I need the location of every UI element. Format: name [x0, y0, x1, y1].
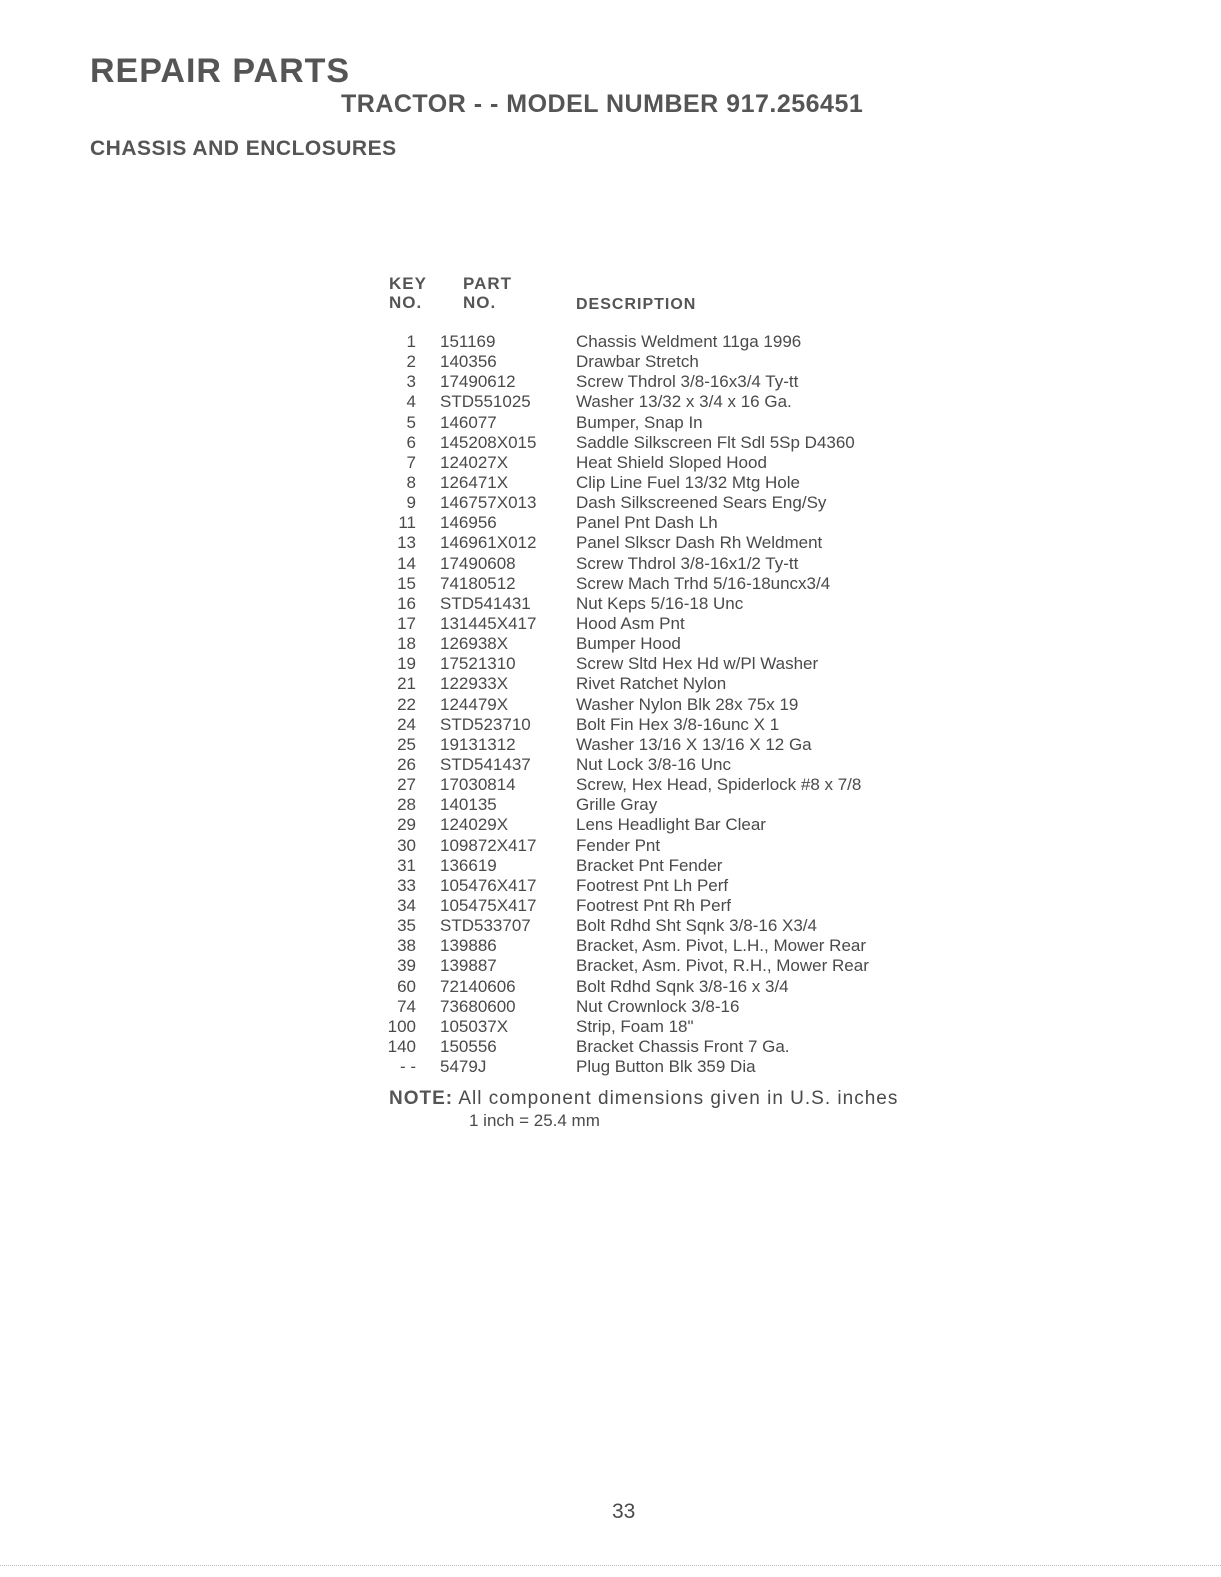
- row-key: 15: [397, 573, 416, 593]
- row-desc: Saddle Silkscreen Flt Sdl 5Sp D4360: [576, 432, 855, 452]
- model-title: TRACTOR - - MODEL NUMBER 917.256451: [341, 90, 864, 118]
- row-key: 7: [406, 452, 416, 472]
- row-part: 105475X417: [440, 895, 537, 915]
- table-row: [380, 594, 1000, 614]
- row-part: STD541431: [440, 593, 531, 613]
- row-desc: Footrest Pnt Rh Perf: [576, 895, 731, 915]
- row-part: 17490612: [440, 372, 516, 392]
- table-row: [380, 493, 1000, 513]
- row-part: 124479X: [440, 694, 509, 714]
- row-part: 146757X013: [440, 493, 537, 513]
- row-key: 19: [397, 654, 416, 674]
- note: [389, 1088, 898, 1110]
- table-row: [380, 433, 1000, 453]
- row-part: 150556: [440, 1036, 497, 1056]
- row-key: 33: [397, 875, 416, 895]
- table-row: [380, 795, 1000, 815]
- row-key: 22: [397, 694, 416, 714]
- note-conversion: 1 inch = 25.4 mm: [469, 1111, 600, 1130]
- section-title: CHASSIS AND ENCLOSURES: [90, 137, 397, 160]
- table-row: [380, 956, 1000, 976]
- parts-list: [380, 332, 1000, 1077]
- table-row: [380, 352, 1000, 372]
- row-part: 126938X: [440, 634, 509, 654]
- table-row: [380, 997, 1000, 1017]
- row-desc: Bracket Pnt Fender: [576, 855, 723, 875]
- table-row: [380, 936, 1000, 956]
- row-desc: Panel Pnt Dash Lh: [576, 513, 718, 533]
- part-header-line1: PART: [463, 274, 513, 293]
- table-row: [380, 332, 1000, 352]
- row-key: 8: [406, 472, 416, 492]
- row-part: 139886: [440, 936, 497, 956]
- row-part: 139887: [440, 956, 497, 976]
- table-row: [380, 392, 1000, 412]
- table-row: [380, 715, 1000, 735]
- table-row: [380, 775, 1000, 795]
- row-part: 140135: [440, 795, 497, 815]
- table-row: [380, 977, 1000, 997]
- table-row: [380, 654, 1000, 674]
- table-row: [380, 695, 1000, 715]
- row-key: 6: [406, 432, 416, 452]
- table-row: [380, 614, 1000, 634]
- table-row: [380, 735, 1000, 755]
- row-key: 14: [397, 553, 416, 573]
- part-header-line2: NO.: [463, 293, 497, 312]
- row-desc: Plug Button Blk 359 Dia: [576, 1057, 756, 1077]
- table-row: [380, 836, 1000, 856]
- table-row: [380, 634, 1000, 654]
- row-key: 30: [397, 835, 416, 855]
- row-key: 29: [397, 815, 416, 835]
- row-part: 72140606: [440, 976, 516, 996]
- row-key: 13: [397, 533, 416, 553]
- row-part: 17490608: [440, 553, 516, 573]
- row-desc: Screw, Hex Head, Spiderlock #8 x 7/8: [576, 775, 862, 795]
- row-key: - -: [399, 1057, 416, 1077]
- row-part: 124027X: [440, 452, 509, 472]
- row-key: 17: [397, 613, 416, 633]
- table-row: [380, 513, 1000, 533]
- page-title: REPAIR PARTS: [90, 52, 351, 90]
- row-part: 122933X: [440, 674, 509, 694]
- row-key: 26: [397, 754, 416, 774]
- row-key: 3: [406, 372, 416, 392]
- row-key: 38: [397, 936, 416, 956]
- description-header: DESCRIPTION: [576, 296, 697, 313]
- row-part: 124029X: [440, 815, 509, 835]
- row-desc: Bracket, Asm. Pivot, R.H., Mower Rear: [576, 956, 869, 976]
- row-desc: Nut Lock 3/8-16 Unc: [576, 754, 731, 774]
- row-key: 11: [398, 513, 416, 533]
- row-key: 34: [397, 895, 416, 915]
- row-desc: Bumper Hood: [576, 634, 681, 654]
- row-desc: Nut Keps 5/16-18 Unc: [576, 593, 744, 613]
- row-part: 105476X417: [440, 875, 537, 895]
- row-part: STD523710: [440, 714, 531, 734]
- row-desc: Heat Shield Sloped Hood: [576, 452, 767, 472]
- row-part: 146956: [440, 513, 497, 533]
- row-desc: Bracket, Asm. Pivot, L.H., Mower Rear: [576, 936, 867, 956]
- row-part: STD533707: [440, 916, 531, 936]
- row-key: 18: [397, 634, 416, 654]
- row-part: 146961X012: [440, 533, 537, 553]
- row-part: 5479J: [440, 1057, 487, 1077]
- key-header-line1: KEY: [389, 274, 427, 293]
- row-desc: Nut Crownlock 3/8-16: [576, 996, 740, 1016]
- table-row: [380, 574, 1000, 594]
- row-part: 151169: [440, 332, 496, 351]
- row-key: 60: [397, 976, 416, 996]
- row-key: 9: [406, 493, 416, 513]
- table-row: [380, 1037, 1000, 1057]
- row-desc: Washer Nylon Blk 28x 75x 19: [576, 694, 799, 714]
- row-desc: Screw Mach Trhd 5/16-18uncx3/4: [576, 573, 831, 593]
- row-part: 131445X417: [440, 613, 537, 633]
- row-part: 146077: [440, 412, 497, 432]
- row-key: 27: [397, 775, 416, 795]
- row-key: 140: [387, 1036, 416, 1056]
- table-row: [380, 876, 1000, 896]
- row-desc: Screw Sltd Hex Hd w/Pl Washer: [576, 654, 819, 674]
- row-part: 19131312: [440, 734, 516, 754]
- row-desc: Screw Thdrol 3/8-16x3/4 Ty-tt: [576, 372, 799, 392]
- row-key: 4: [406, 392, 416, 412]
- table-row: [380, 453, 1000, 473]
- note-text: All component dimensions given in U.S. inches: [458, 1088, 899, 1109]
- row-desc: Bolt Rdhd Sht Sqnk 3/8-16 X3/4: [576, 916, 817, 936]
- page-number: 33: [612, 1500, 636, 1523]
- row-key: 2: [406, 352, 416, 372]
- row-part: 105037X: [440, 1016, 509, 1036]
- row-part: 126471X: [440, 472, 509, 492]
- row-desc: Strip, Foam 18": [576, 1016, 694, 1036]
- table-row: [380, 896, 1000, 916]
- row-desc: Clip Line Fuel 13/32 Mtg Hole: [576, 472, 800, 492]
- row-part: STD551025: [440, 392, 531, 412]
- row-key: 16: [397, 593, 416, 613]
- row-desc: Bumper, Snap In: [576, 412, 703, 432]
- row-desc: Dash Silkscreened Sears Eng/Sy: [576, 493, 827, 513]
- row-desc: Rivet Ratchet Nylon: [576, 674, 727, 694]
- row-desc: Fender Pnt: [576, 835, 661, 855]
- row-desc: Panel Slkscr Dash Rh Weldment: [576, 533, 823, 553]
- table-row: [380, 815, 1000, 835]
- row-part: 74180512: [440, 573, 516, 593]
- row-desc: Bolt Rdhd Sqnk 3/8-16 x 3/4: [576, 976, 789, 996]
- row-desc: Hood Asm Pnt: [576, 613, 685, 633]
- row-part: 140356: [440, 352, 497, 372]
- table-row: [380, 554, 1000, 574]
- row-key: 24: [397, 714, 416, 734]
- table-row: [380, 1057, 1000, 1077]
- table-row: [380, 413, 1000, 433]
- row-desc: Footrest Pnt Lh Perf: [576, 875, 729, 895]
- row-desc: Washer 13/32 x 3/4 x 16 Ga.: [576, 392, 792, 412]
- row-desc: Drawbar Stretch: [576, 352, 699, 372]
- row-desc: Washer 13/16 X 13/16 X 12 Ga: [576, 734, 812, 754]
- key-header-line2: NO.: [389, 293, 423, 312]
- table-row: [380, 372, 1000, 392]
- row-part: 145208X015: [440, 432, 537, 452]
- row-part: STD541437: [440, 754, 531, 774]
- row-key: 31: [397, 855, 416, 875]
- row-key: 39: [397, 956, 416, 976]
- bottom-divider: [0, 1565, 1221, 1567]
- row-key: 25: [397, 734, 416, 754]
- row-key: 5: [406, 412, 416, 432]
- row-key: 100: [387, 1016, 416, 1036]
- row-desc: Lens Headlight Bar Clear: [576, 815, 766, 835]
- row-part: 136619: [440, 855, 497, 875]
- row-part: 73680600: [440, 996, 516, 1016]
- row-key: 74: [397, 996, 416, 1016]
- row-key: 1: [406, 332, 416, 351]
- row-key: 35: [397, 916, 416, 936]
- table-row: [380, 755, 1000, 775]
- row-desc: Bracket Chassis Front 7 Ga.: [576, 1036, 790, 1056]
- row-desc: Bolt Fin Hex 3/8-16unc X 1: [576, 714, 780, 734]
- row-part: 109872X417: [440, 835, 537, 855]
- table-row: [380, 473, 1000, 493]
- row-part: 17521310: [440, 654, 516, 674]
- row-desc: Chassis Weldment 11ga 1996: [576, 332, 802, 351]
- note-label: NOTE:: [389, 1088, 454, 1109]
- row-key: 21: [397, 674, 416, 694]
- row-key: 28: [397, 795, 416, 815]
- table-row: [380, 533, 1000, 553]
- table-row: [380, 1017, 1000, 1037]
- table-row: [380, 916, 1000, 936]
- table-row: [380, 674, 1000, 694]
- table-row: [380, 856, 1000, 876]
- row-part: 17030814: [440, 775, 516, 795]
- row-desc: Screw Thdrol 3/8-16x1/2 Ty-tt: [576, 553, 799, 573]
- row-desc: Grille Gray: [576, 795, 658, 815]
